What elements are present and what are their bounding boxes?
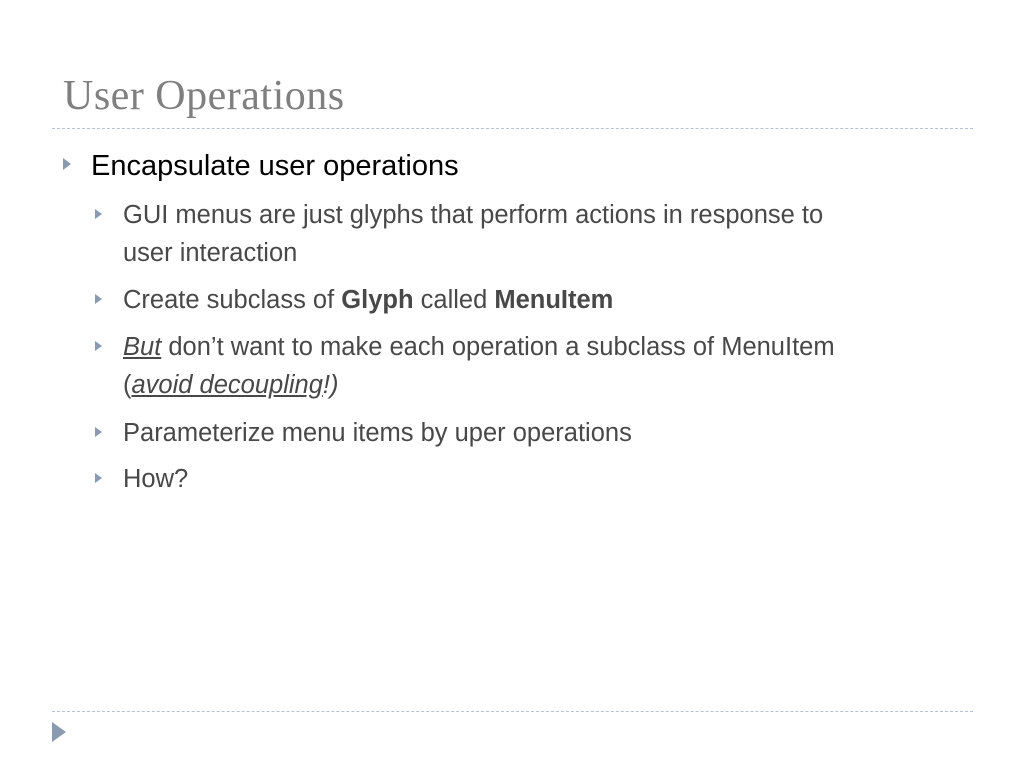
avoid-decoupling-emphasis: avoid decoupling	[131, 371, 323, 399]
menuitem-term: MenuItem	[494, 286, 614, 314]
bullet-triangle-icon	[95, 209, 102, 219]
bullet-main: Encapsulate user operations	[91, 150, 459, 182]
glyph-term: Glyph	[341, 286, 414, 314]
sub-bullet-1-line1: GUI menus are just glyphs that perform actions in response to	[123, 201, 824, 229]
title-divider	[52, 128, 973, 129]
sub-bullet-2-pre: Create subclass of	[123, 286, 342, 314]
sub-bullet-2	[123, 281, 973, 319]
sub-bullet-2-mid: called	[413, 286, 495, 314]
slide-title: User Operations	[63, 73, 345, 119]
sub-bullet-4: Parameterize menu items by uper operations	[123, 419, 632, 447]
footer-divider	[52, 711, 973, 712]
sub-bullet-1-line2: user interaction	[123, 239, 298, 267]
sub-bullet-3-line1	[123, 328, 973, 366]
bullet-triangle-icon	[95, 294, 102, 304]
paren-open: (	[123, 371, 132, 399]
bullet-triangle-icon	[95, 473, 102, 483]
bullet-triangle-icon	[95, 341, 102, 351]
bullet-triangle-icon	[95, 427, 102, 437]
paren-close: !)	[322, 371, 339, 399]
but-emphasis: But	[123, 333, 162, 361]
sub-bullet-5: How?	[123, 465, 189, 493]
sub-bullet-1	[123, 196, 973, 272]
sub-bullet-3	[123, 328, 973, 404]
sub-bullet-3-rest: don’t want to make each operation a subclass of MenuItem	[161, 333, 835, 361]
bullet-triangle-icon	[63, 158, 71, 170]
next-slide-icon[interactable]	[52, 722, 66, 742]
sub-bullet-3-line2	[123, 366, 973, 404]
